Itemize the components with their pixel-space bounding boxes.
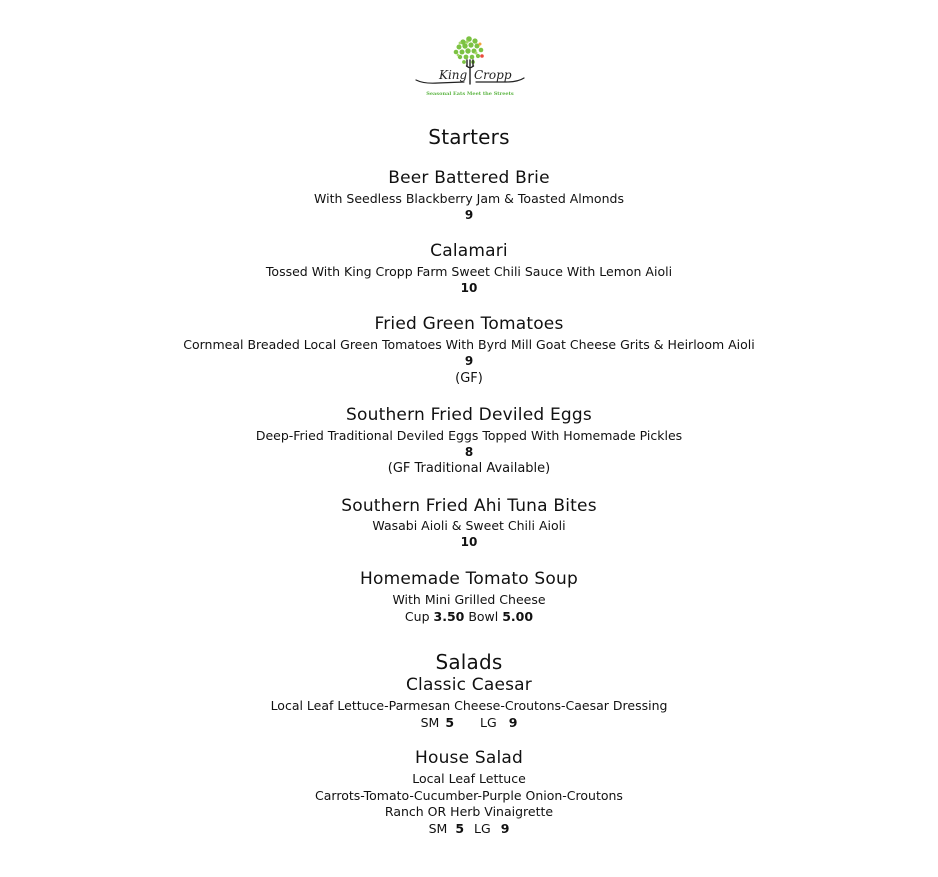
bowl-label: Bowl [468,609,499,624]
item-price: 9 [464,208,474,222]
sm-price: 5 [445,715,455,730]
lg-label: LG [480,715,497,730]
sm-label: SM [420,715,440,730]
item-description: With Seedless Blackberry Jam & Toasted Almonds [314,191,624,206]
item-description-line: Local Leaf Lettuce [412,771,526,786]
item-name-southern-fried-ahi-tuna-bites: Southern Fried Ahi Tuna Bites [341,496,597,516]
item-description: Tossed With King Cropp Farm Sweet Chili Sauce With Lemon Aioli [265,264,673,279]
item-price: 9 [464,354,474,368]
item-name-calamari: Calamari [430,241,508,261]
item-name-classic-caesar: Classic Caesar [405,675,532,695]
lg-price: 9 [500,821,510,836]
item-description: Wasabi Aioli & Sweet Chili Aioli [372,518,566,533]
item-name-homemade-tomato-soup: Homemade Tomato Soup [360,569,578,589]
logo-name-right: Cropp [474,68,512,82]
logo-tagline: Seasonal Eats Meet the Streets [426,91,514,97]
cup-label: Cup [404,609,430,624]
item-description: Local Leaf Lettuce-Parmesan Cheese-Croutons-Caesar Dressing [270,698,668,713]
item-name-southern-fried-deviled-eggs: Southern Fried Deviled Eggs [346,405,592,425]
cup-price: 3.50 [433,609,465,624]
lg-label: LG [474,821,491,836]
caesar-price-line [0,715,938,730]
item-price: 10 [460,281,478,295]
house-salad-price-line [0,821,938,836]
item-name-house-salad: House Salad [414,748,524,768]
salads-heading: Salads [435,650,503,674]
item-note: (GF) [455,371,483,386]
item-price: 8 [464,445,474,459]
bowl-price: 5.00 [502,609,534,624]
item-note: (GF Traditional Available) [387,461,551,476]
logo-name-left: King [439,68,468,82]
lg-price: 9 [508,715,518,730]
sm-price: 5 [455,821,465,836]
item-description-line: Carrots-Tomato-Cucumber-Purple Onion-Croutons [315,788,623,803]
item-name-beer-battered-brie: Beer Battered Brie [388,168,550,188]
starters-heading: Starters [428,125,510,149]
item-name-fried-green-tomatoes: Fried Green Tomatoes [374,314,564,334]
item-description: With Mini Grilled Cheese [392,592,546,607]
sm-label: SM [428,821,448,836]
soup-price-line [0,609,938,624]
item-description-line: Ranch OR Herb Vinaigrette [384,804,554,819]
item-description: Deep-Fried Traditional Deviled Eggs Topped With Homemade Pickles [255,428,683,443]
item-description: Cornmeal Breaded Local Green Tomatoes With Byrd Mill Goat Cheese Grits & Heirloom Aioli [183,337,755,352]
item-price: 10 [460,535,478,549]
